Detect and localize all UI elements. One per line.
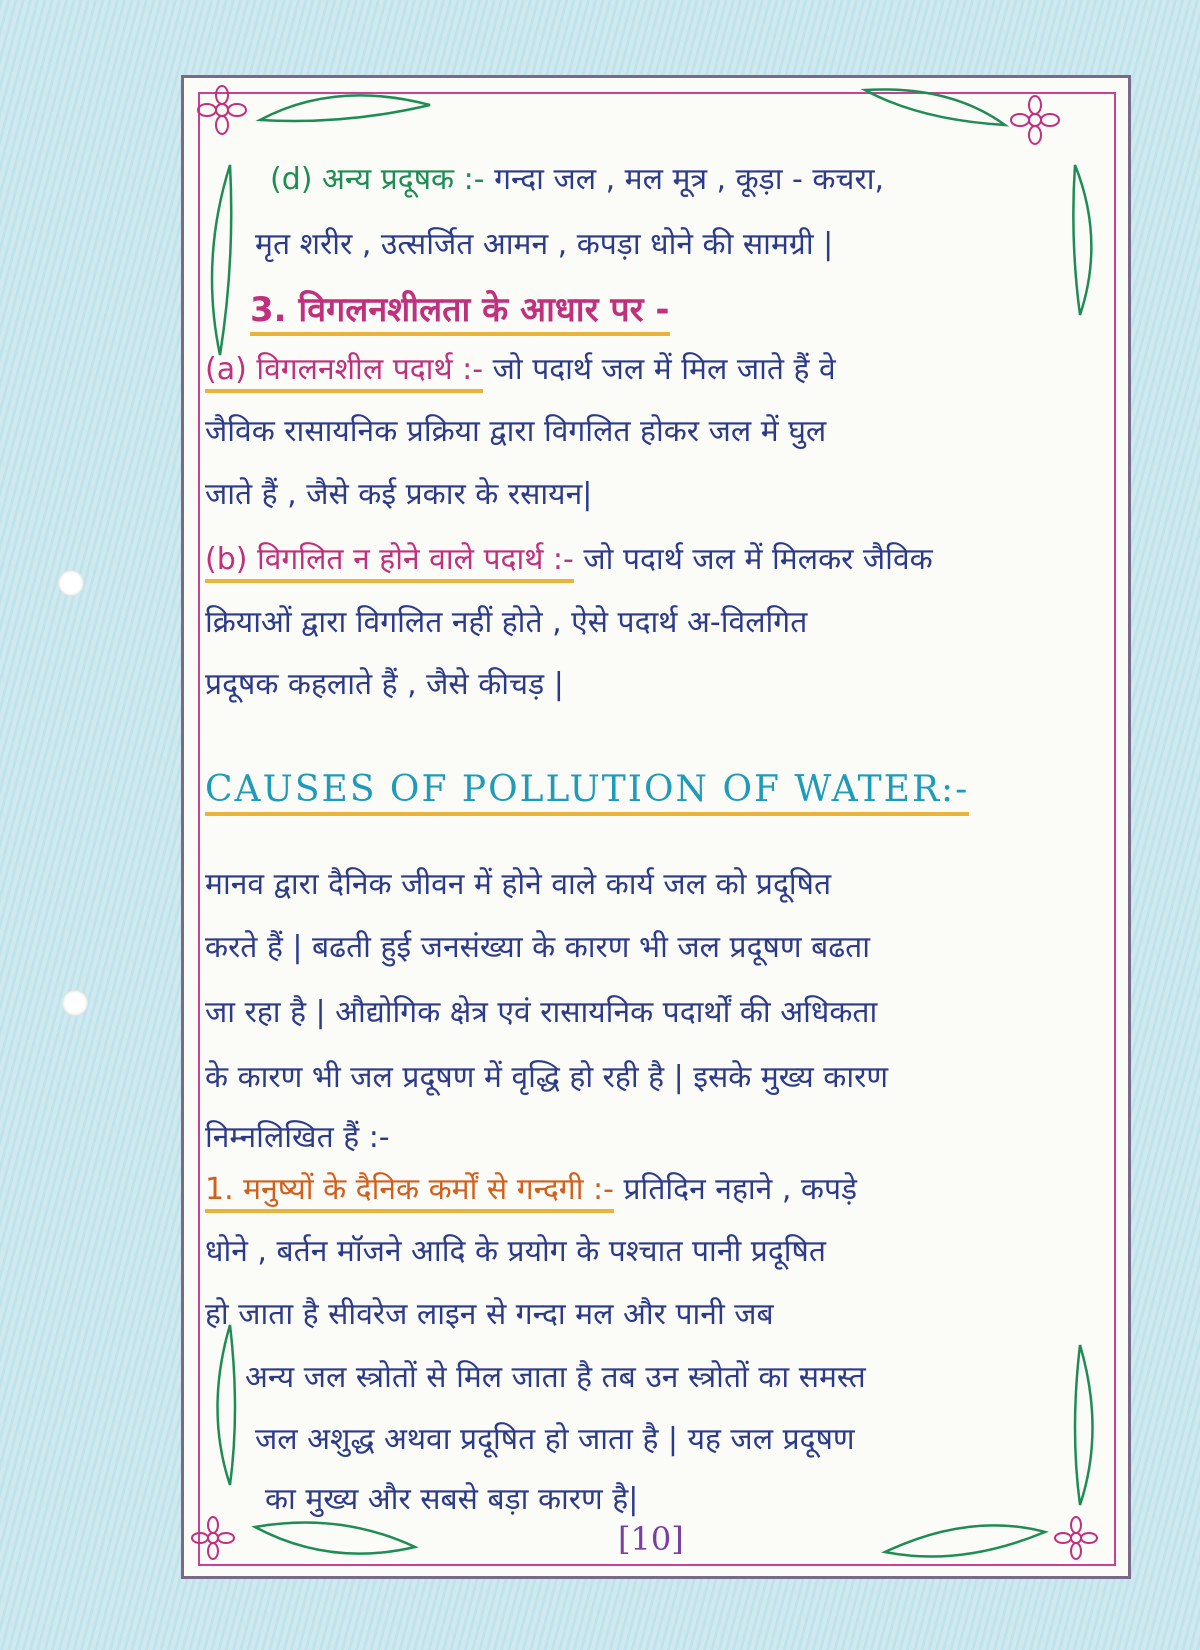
item-text: जो पदार्थ जल में मिलकर जैविक <box>573 542 933 577</box>
text-line: धोने , बर्तन मॉजने आदि के प्रयोग के पश्चात पानी प्रदूषित <box>205 1234 826 1269</box>
text-line <box>205 350 1105 390</box>
text-line <box>205 540 1105 580</box>
text-line: अन्य जल स्त्रोतों से मिल जाता है तब उन स्त्रोतों का समस्त <box>245 1360 866 1395</box>
leaf-vine-icon <box>255 85 435 135</box>
page-number: [10] <box>618 1520 684 1558</box>
leaf-vine-icon <box>200 160 240 360</box>
item-label: (b) विगलित न होने वाले पदार्थ :- <box>205 542 574 583</box>
flower-corner-icon <box>185 1510 245 1570</box>
punch-hole <box>58 570 84 596</box>
section-heading-text: 3. विगलनशीलता के आधार पर - <box>250 290 670 336</box>
text-line: का मुख्य और सबसे बड़ा कारण है| <box>265 1482 639 1517</box>
leaf-vine-icon <box>860 80 1010 135</box>
text-line: क्रियाओं द्वारा विगलित नहीं होते , ऐसे पदार्थ अ-विलगित <box>205 605 808 640</box>
text-line: हो जाता है सीवरेज लाइन से गन्दा मल और पानी जब <box>205 1297 774 1332</box>
flower-corner-icon <box>1005 90 1075 160</box>
flower-corner-icon <box>192 80 262 150</box>
item-label: (a) विगलनशील पदार्थ :- <box>205 352 483 393</box>
item-label: (d) अन्य प्रदूषक :- <box>270 162 485 197</box>
item-text: प्रतिदिन नहाने , कपड़े <box>613 1172 858 1207</box>
item-label: 1. मनुष्यों के दैनिक कर्मों से गन्दगी :- <box>205 1172 614 1213</box>
text-line: निम्नलिखित हैं :- <box>205 1120 390 1155</box>
text-line: के कारण भी जल प्रदूषण में वृद्धि हो रही है | इसके मुख्य कारण <box>205 1060 889 1095</box>
english-heading-text: CAUSES OF POLLUTION OF WATER:- <box>205 769 969 816</box>
section-heading <box>250 290 1150 330</box>
text-line <box>205 1170 1105 1210</box>
text-line: जाते हैं , जैसे कई प्रकार के रसायन| <box>205 477 593 512</box>
item-text: जो पदार्थ जल में मिल जाते हैं वे <box>483 352 836 387</box>
text-line: करते हैं | बढती हुई जनसंख्या के कारण भी जल प्रदूषण बढता <box>205 930 870 965</box>
text-line: मृत शरीर , उत्सर्जित आमन , कपड़ा धोने की सामग्री | <box>255 227 834 262</box>
text-line <box>270 160 1170 200</box>
leaf-vine-icon <box>205 1320 245 1490</box>
punch-hole <box>62 990 88 1016</box>
text-line: जा रहा है | औद्योगिक क्षेत्र एवं रासायनिक पदार्थों की अधिकता <box>205 995 878 1030</box>
text-line: मानव द्वारा दैनिक जीवन में होने वाले कार्य जल को प्रदूषित <box>205 867 832 902</box>
text-line: प्रदूषक कहलाते हैं , जैसे कीचड़ | <box>205 667 564 702</box>
english-heading <box>205 770 1105 810</box>
text-line: जल अशुद्ध अथवा प्रदूषित हो जाता है | यह जल प्रदूषण <box>255 1422 855 1457</box>
text-line: जैविक रासायनिक प्रक्रिया द्वारा विगलित होकर जल में घुल <box>205 414 827 449</box>
item-text: गन्दा जल , मल मूत्र , कूड़ा - कचरा, <box>484 162 885 197</box>
